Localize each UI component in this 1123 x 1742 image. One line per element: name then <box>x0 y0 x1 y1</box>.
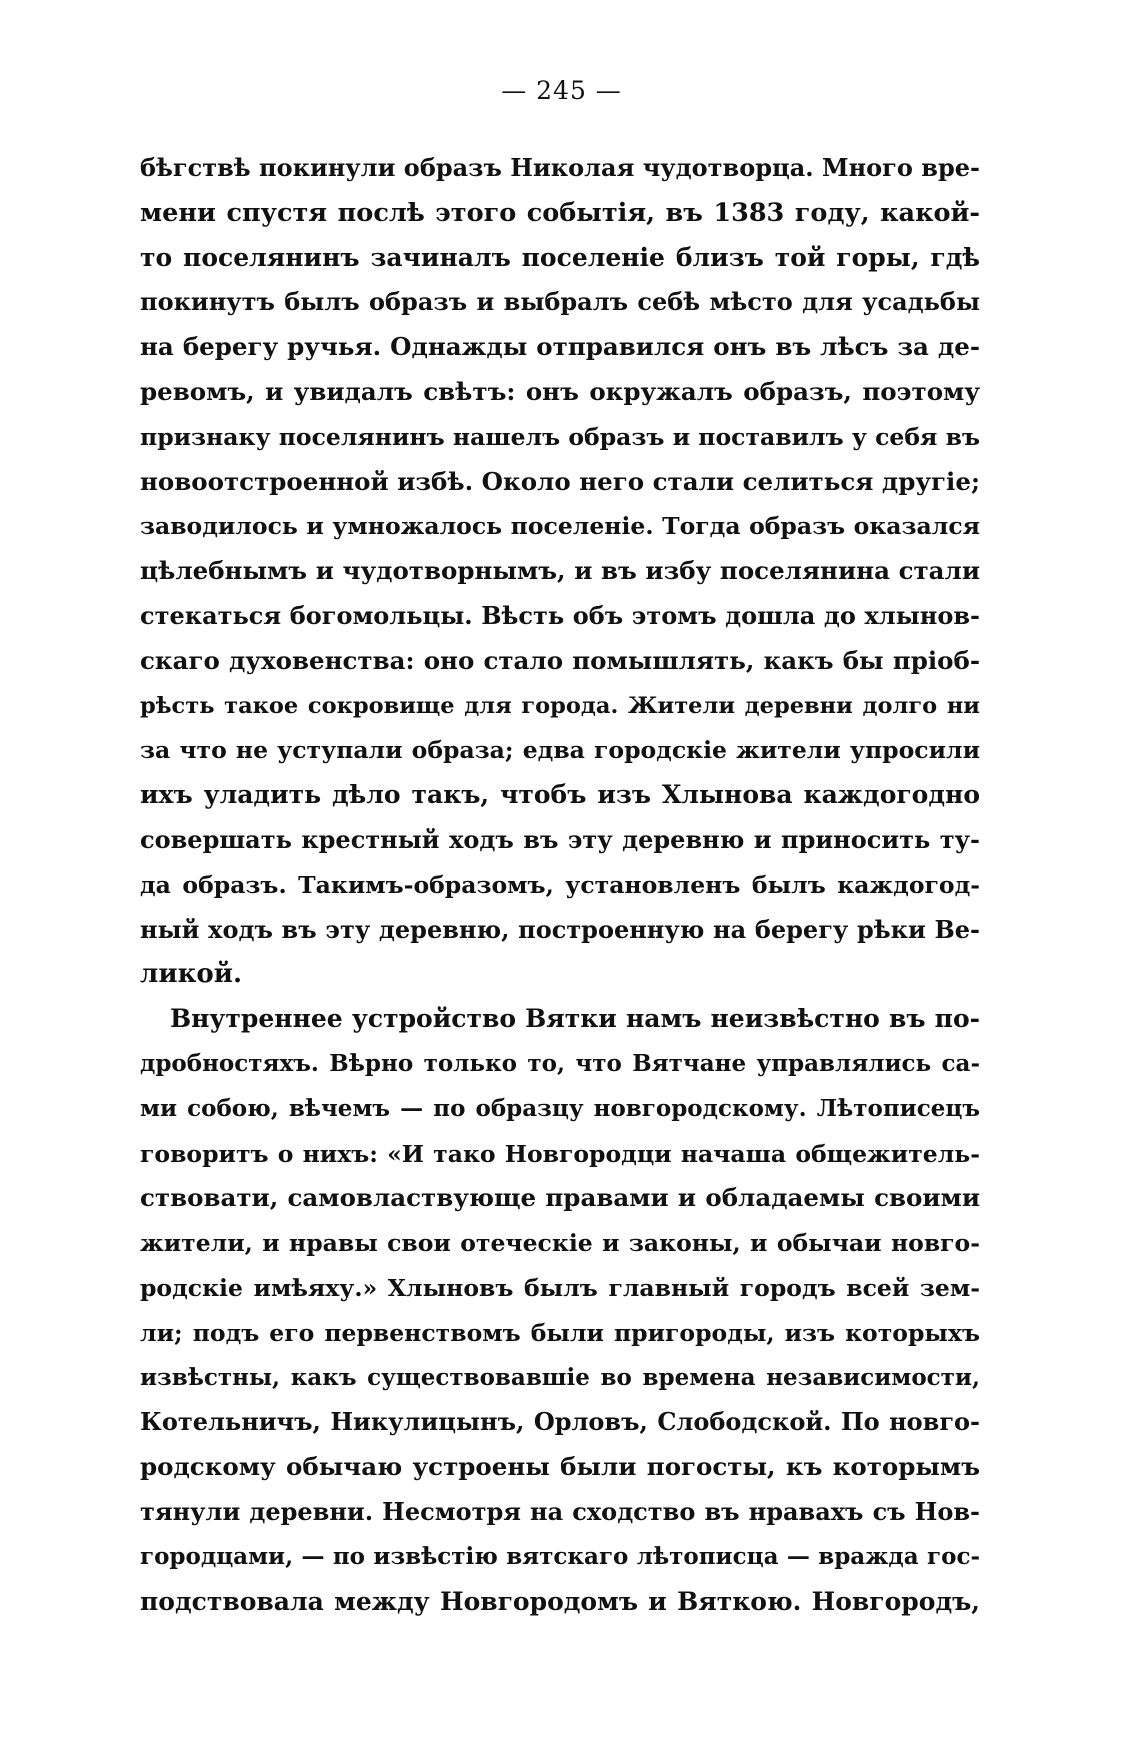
text-line: стекаться богомольцы. Вѣсть объ этомъ дошла до хлынов- <box>140 600 980 630</box>
text-line: то поселянинъ зачиналъ поселеніе близъ той горы, гдѣ <box>140 242 980 272</box>
text-line: за что не уступали образа; едва городскіе жители упросили <box>140 736 980 765</box>
text-line: извѣстны, какъ существовавшіе во времена независимости, <box>140 1363 980 1391</box>
text-line: рѣсть такое сокровище для города. Жители деревни долго ни <box>140 692 980 719</box>
text-line: родскому обычаю устроены были погосты, къ которымъ <box>140 1452 980 1482</box>
body-text <box>140 146 980 1624</box>
text-line: мени спустя послѣ этого событія, въ 1383 году, какой- <box>140 197 980 228</box>
text-line: ли; подъ его первенствомъ были пригороды, изъ которыхъ <box>140 1318 980 1347</box>
text-line: ствовати, самовластвующе правами и обладаемы своими <box>140 1183 980 1213</box>
text-line: признаку поселянинъ нашелъ образъ и поставилъ у себя въ <box>140 422 980 451</box>
text-line: ный ходъ въ эту деревню, построенную на берегу рѣки Ве- <box>140 914 980 944</box>
text-line: ликой. <box>140 959 243 990</box>
text-line: родскіе имѣяху.» Хлыновъ былъ главный городъ всей зем- <box>140 1273 980 1302</box>
text-line: говоритъ о нихъ: «И тако Новгородци начаша общежитель- <box>140 1139 980 1168</box>
text-line: дробностяхъ. Вѣрно только то, что Вятчане управлялись са- <box>140 1049 980 1077</box>
text-line: жители, и нравы свои отеческіе и законы, и обычаи новго- <box>140 1229 980 1258</box>
paragraph-2 <box>140 997 980 1624</box>
text-line: да образъ. Такимъ-образомъ, установленъ былъ каждогод- <box>140 870 980 899</box>
text-line: тянули деревни. Несмотря на сходство въ нравахъ съ Нов- <box>140 1496 980 1526</box>
text-line: ихъ уладить дѣло такъ, чтобъ изъ Хлынова каждогодно <box>140 780 980 810</box>
text-line: скаго духовенства: оно стало помышлять, какъ бы пріоб- <box>140 645 980 675</box>
text-line: цѣлебнымъ и чудотворнымъ, и въ избу поселянина стали <box>140 556 980 586</box>
text-line: на берегу ручья. Однажды отправился онъ въ лѣсъ за де- <box>140 332 980 362</box>
text-line: бѣгствѣ покинули образъ Николая чудотворца. Много вре- <box>140 153 980 182</box>
text-line: Внутреннее устройство Вятки намъ неизвѣстно въ по- <box>170 1004 980 1034</box>
page-number: — 245 — <box>501 76 622 105</box>
paragraph-1 <box>140 146 980 997</box>
text-line: покинутъ былъ образъ и выбралъ себѣ мѣсто для усадьбы <box>140 287 980 317</box>
text-line: Котельничъ, Никулицынъ, Орловъ, Слободской. По новго- <box>140 1407 980 1437</box>
text-line: ревомъ, и увидалъ свѣтъ: онъ окружалъ образъ, поэтому <box>140 376 980 406</box>
text-line: подствовала между Новгородомъ и Вяткою. Новгородъ, <box>140 1586 980 1616</box>
text-line: городцами, — по извѣстію вятскаго лѣтописца — вражда гос- <box>140 1542 980 1570</box>
text-line: совершать крестный ходъ въ эту деревню и приносить ту- <box>140 824 980 854</box>
text-line: заводилось и умножалось поселеніе. Тогда образъ оказался <box>140 512 980 541</box>
text-line: ми собою, вѣчемъ — по образцу новгородскому. Лѣтописецъ <box>140 1094 980 1122</box>
text-line: новоотстроенной избѣ. Около него стали селиться другіе; <box>140 466 980 496</box>
